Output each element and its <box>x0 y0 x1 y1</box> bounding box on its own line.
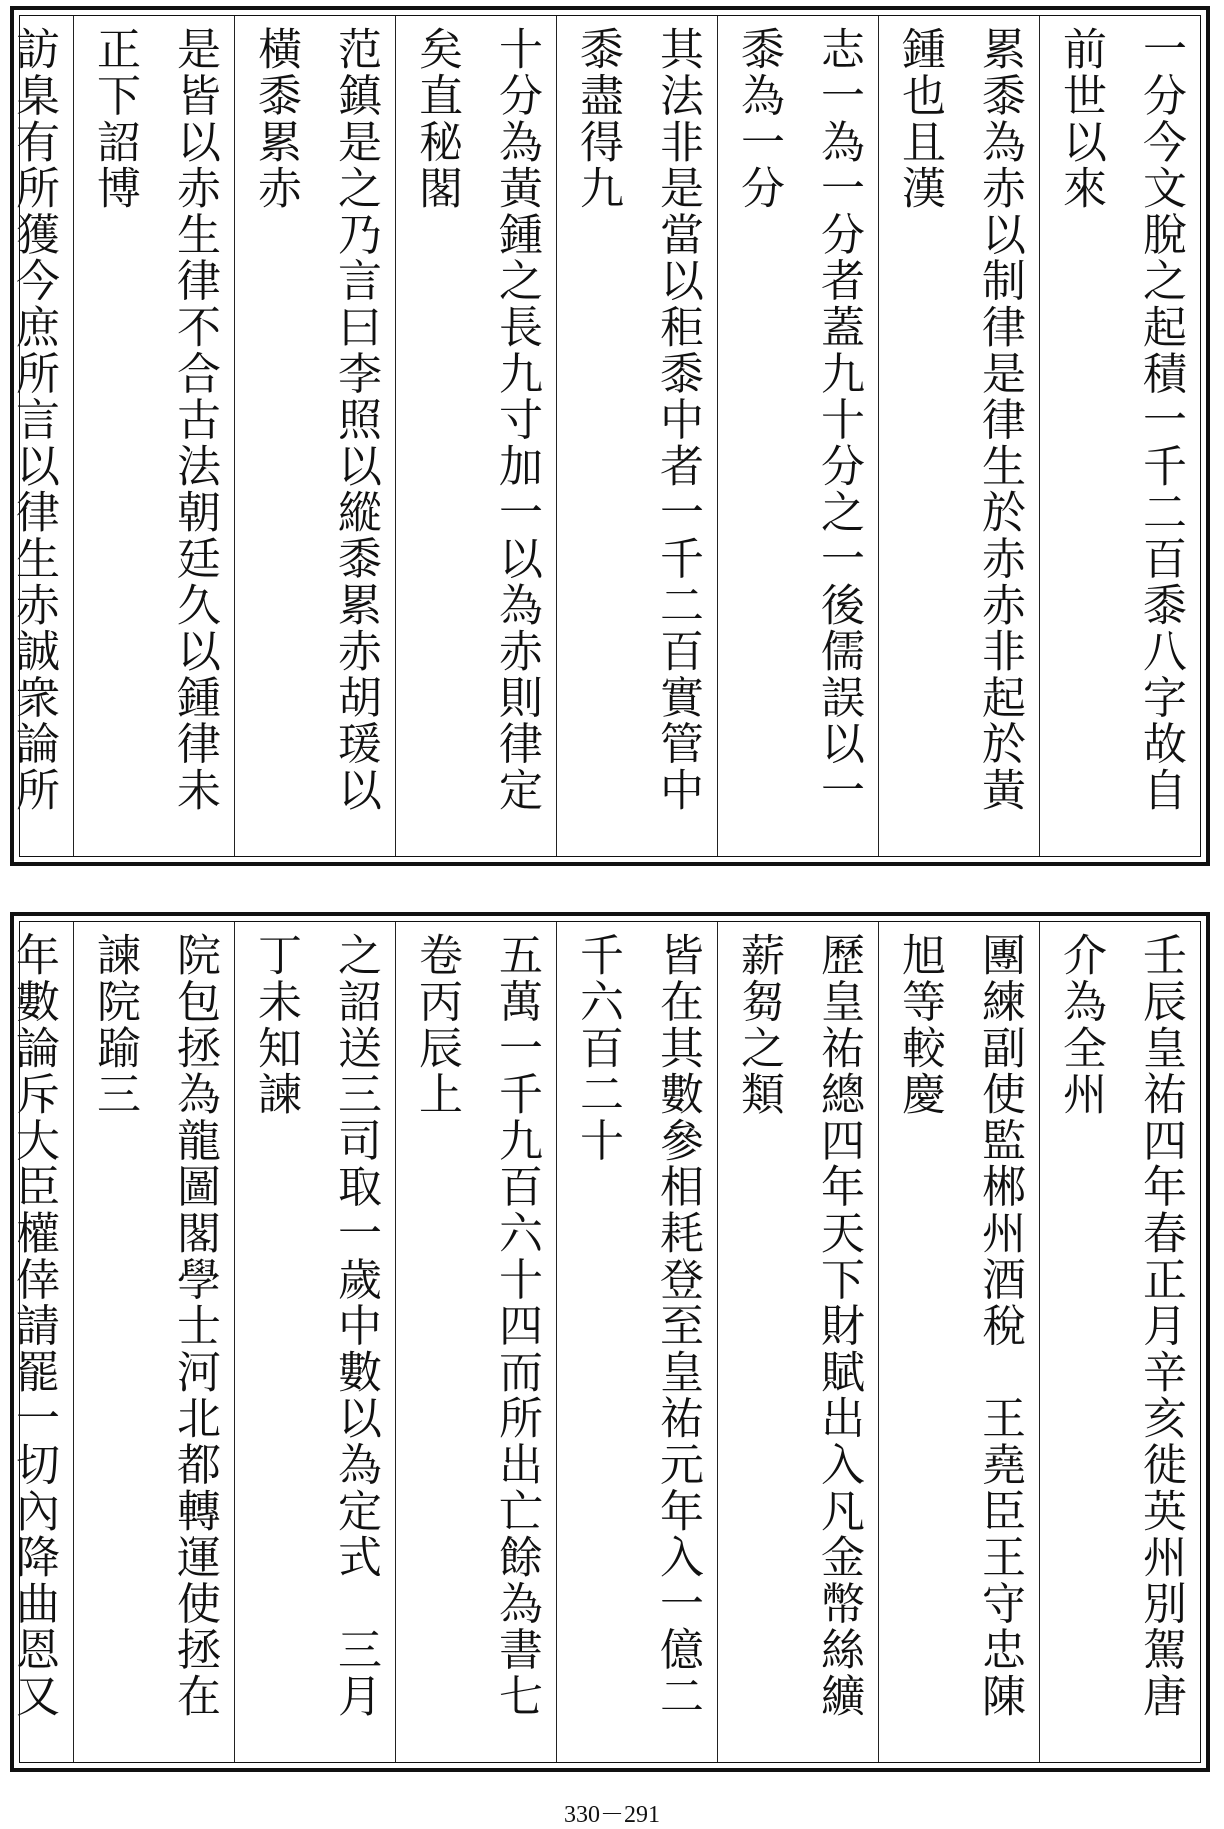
text-column: 其法非是當以秬黍中者一千二百實管中黍盡得九 <box>556 16 717 856</box>
text-column: 范鎮是之乃言曰李照以縱黍累赤胡瑗以橫黍累赤 <box>234 16 395 856</box>
text-column: 十分為黃鍾之長九寸加一以為赤則律定矣直秘閣 <box>395 16 556 856</box>
text-column: 年數論斥大臣權倖請罷一切內降曲恩又 <box>0 922 73 1762</box>
text-column: 五萬一千九百六十四而所出亡餘為書七卷丙辰上 <box>395 922 556 1762</box>
text-column: 歷皇祐總四年天下財賦出入凡金幣絲纊薪芻之類 <box>717 922 878 1762</box>
top-page-frame <box>10 6 1210 866</box>
top-columns <box>8 16 1200 856</box>
text-column: 之詔送三司取一歲中數以為定式 三月丁未知諫 <box>234 922 395 1762</box>
text-column: 訪臬有所獲今庶所言以律生赤誠衆論所 <box>0 16 73 856</box>
bottom-columns <box>8 922 1200 1762</box>
text-column: 是皆以赤生律不合古法朝廷久以鍾律未正下詔博 <box>73 16 234 856</box>
text-column: 累黍為赤以制律是律生於赤赤非起於黃鍾也且漢 <box>878 16 1039 856</box>
text-column: 一分今文脫之起積一千二百黍八字故自前世以來 <box>1039 16 1200 856</box>
text-column: 皆在其數參相耗登至皇祐元年入一億二千六百二十 <box>556 922 717 1762</box>
text-column: 團練副使監郴州酒稅 王堯臣王守忠陳旭等較慶 <box>878 922 1039 1762</box>
text-column: 志一為一分者蓋九十分之一後儒誤以一黍為一分 <box>717 16 878 856</box>
text-column: 壬辰皇祐四年春正月辛亥徙英州別駕唐介為全州 <box>1039 922 1200 1762</box>
page-footer-number: 330－291 <box>564 1802 660 1828</box>
text-column: 院包拯為龍圖閣學士河北都轉運使拯在諫院踰三 <box>73 922 234 1762</box>
bottom-page-frame <box>10 912 1210 1772</box>
